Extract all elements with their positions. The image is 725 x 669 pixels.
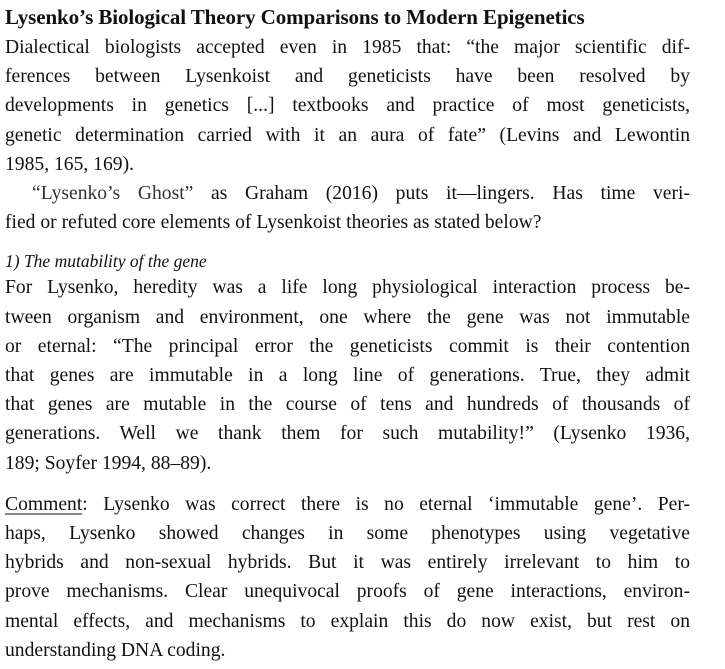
ghost-line-rest: as Graham (2016) puts it—lingers. Has time veri- bbox=[193, 183, 690, 205]
ghost-paragraph bbox=[5, 179, 690, 237]
text-line: hybrids and non-sexual hybrids. But it was entirely irrelevant to him to bbox=[5, 552, 690, 574]
comment-label: Comment bbox=[5, 493, 83, 515]
text-line: 189; Soyfer 1994, 88–89). bbox=[5, 452, 212, 474]
text-line: haps, Lysenko showed changes in some phenotypes using vegetative bbox=[5, 523, 690, 545]
section-1-paragraph bbox=[5, 273, 690, 477]
subsection-heading: 1) The mutability of the gene bbox=[5, 251, 207, 272]
text-line: generations. Well we thank them for such mutability!” (Lysenko 1936, bbox=[5, 423, 690, 445]
text-line: ferences between Lysenkoist and geneticists have been resolved by bbox=[5, 66, 690, 88]
text-line: fied or refuted core elements of Lysenkoist theories as stated below? bbox=[5, 212, 542, 234]
text-line: tween organism and environment, one where the gene was not immutable bbox=[5, 306, 690, 328]
text-line: that genes are mutable in the course of tens and hundreds of thousands of bbox=[5, 394, 690, 416]
document-page bbox=[5, 0, 690, 665]
text-line: mental effects, and mechanisms to explain this do now exist, but rest on bbox=[5, 610, 690, 632]
text-line: 1985, 165, 169). bbox=[5, 153, 134, 175]
ghost-quote: “Lysenko’s Ghost” bbox=[32, 183, 194, 205]
text-line bbox=[5, 179, 690, 208]
text-line: Dialectical biologists accepted even in 1985 that: “the major scientific dif- bbox=[5, 37, 690, 58]
comment-paragraph bbox=[5, 490, 690, 665]
text-line: understanding DNA coding. bbox=[5, 639, 226, 661]
text-line bbox=[5, 490, 690, 519]
text-line: For Lysenko, heredity was a life long physiological interaction process be- bbox=[5, 277, 690, 299]
text-line: prove mechanisms. Clear unequivocal proofs of gene interactions, environ- bbox=[5, 581, 690, 603]
intro-paragraph bbox=[5, 33, 690, 179]
text-line: or eternal: “The principal error the geneticists commit is their contention bbox=[5, 335, 690, 357]
text-line: genetic determination carried with it an aura of fate” (Levins and Lewontin bbox=[5, 124, 690, 146]
comment-line-rest: : Lysenko was correct there is no eternal ‘immutable gene’. Per- bbox=[82, 493, 690, 515]
section-heading: Lysenko’s Biological Theory Comparisons to Modern Epigenetics bbox=[5, 5, 585, 29]
text-line: developments in genetics [...] textbooks and practice of most geneticists, bbox=[5, 95, 690, 117]
text-line: that genes are immutable in a long line of generations. True, they admit bbox=[5, 365, 690, 387]
